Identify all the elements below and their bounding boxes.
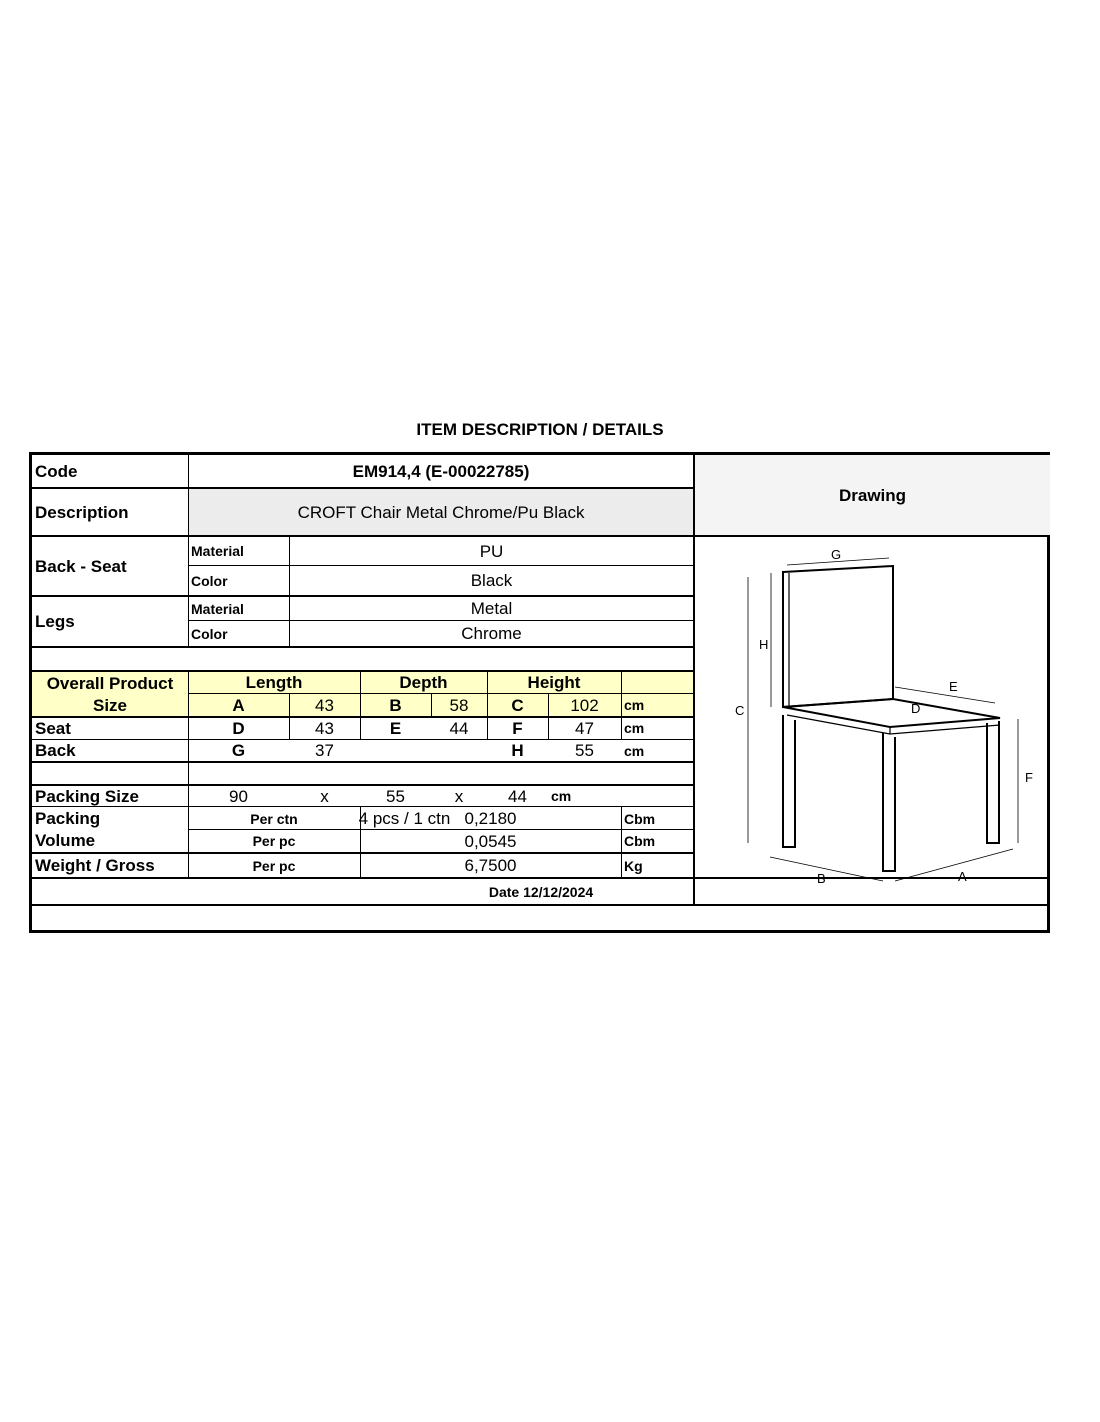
back-seat-material-label: Material — [191, 543, 244, 559]
overall-height-value: 102 — [570, 695, 599, 715]
back-height-value: 55 — [575, 741, 594, 760]
back-seat-material: PU — [479, 541, 504, 561]
packing-size-length: 90 — [229, 786, 248, 806]
volume-per-ctn-value: 0,2180 — [464, 809, 517, 828]
seat-length-value: 43 — [315, 718, 334, 738]
overall-depth-value: 58 — [449, 695, 469, 715]
overall-depth-letter: B — [389, 695, 402, 715]
back-height-letter: H — [511, 741, 524, 760]
packing-size-unit: cm — [551, 788, 572, 804]
description-value: CROFT Chair Metal Chrome/Pu Black — [297, 502, 585, 522]
weight-per-label: Per pc — [252, 857, 296, 874]
drawing-letter-d: D — [911, 701, 921, 716]
weight-label: Weight / Gross — [35, 856, 155, 875]
drawing-letter-f: F — [1025, 770, 1033, 785]
code-value: EM914,4 (E-00022785) — [352, 461, 530, 481]
legs-color-label: Color — [191, 625, 228, 642]
packing-size-label: Packing Size — [35, 786, 139, 806]
back-seat-label: Back - Seat — [35, 556, 127, 576]
seat-length-letter: D — [232, 718, 245, 738]
legs-material-label: Material — [191, 600, 244, 617]
chair-drawing — [695, 537, 1050, 886]
spec-sheet — [29, 452, 1050, 933]
code-label: Code — [35, 461, 78, 481]
back-label: Back — [35, 741, 76, 760]
drawing-letter-g: G — [831, 547, 842, 562]
packing-size-x2: x — [454, 786, 464, 806]
back-seat-color-label: Color — [191, 572, 228, 589]
drawing-letter-b: B — [817, 871, 826, 886]
volume-per-pc-label: Per pc — [252, 833, 296, 849]
height-header: Height — [527, 673, 581, 692]
overall-label-2: Size — [92, 695, 128, 715]
drawing-letter-a: A — [958, 869, 967, 884]
packing-size-width: 55 — [386, 786, 405, 806]
overall-length-value: 43 — [315, 695, 334, 715]
chair-backrest — [783, 566, 893, 707]
back-seat-color: Black — [470, 571, 513, 590]
dim-line-a — [895, 849, 1013, 881]
seat-depth-value: 44 — [449, 718, 469, 738]
dim-line-e — [895, 687, 995, 703]
overall-unit: cm — [624, 697, 645, 713]
legs-label: Legs — [35, 612, 75, 631]
legs-material: Metal — [470, 599, 513, 618]
depth-header: Depth — [399, 673, 448, 692]
seat-unit: cm — [624, 720, 645, 736]
chair-leg — [883, 733, 895, 871]
drawing-letter-c: C — [735, 703, 745, 718]
weight-value: 6,7500 — [464, 856, 517, 875]
volume-per-pc-unit: Cbm — [624, 833, 656, 849]
chair-seat — [783, 699, 1000, 727]
overall-height-letter: C — [511, 695, 524, 715]
overall-length-letter: A — [232, 695, 245, 715]
drawing-label: Drawing — [838, 485, 907, 505]
legs-color: Chrome — [461, 624, 522, 643]
volume-label: Volume — [35, 831, 96, 850]
seat-height-letter: F — [512, 718, 523, 738]
back-unit: cm — [624, 742, 645, 759]
packing-size-height: 44 — [508, 786, 527, 806]
drawing-letter-h: H — [759, 637, 769, 652]
chair-leg — [783, 715, 795, 847]
overall-label-1: Overall Product — [46, 673, 174, 693]
volume-per-pc-value: 0,0545 — [464, 831, 517, 851]
description-label: Description — [35, 502, 129, 522]
packing-size-x1: x — [320, 786, 329, 806]
drawing-letter-e: E — [949, 679, 958, 694]
back-length-value: 37 — [315, 741, 334, 760]
back-length-letter: G — [231, 741, 246, 760]
packing-value: 4 pcs / 1 ctn — [358, 808, 451, 828]
page-title: ITEM DESCRIPTION / DETAILS — [416, 420, 664, 439]
seat-height-value: 47 — [575, 718, 594, 738]
volume-per-ctn-label: Per ctn — [250, 810, 298, 827]
seat-label: Seat — [35, 718, 71, 738]
chair-leg — [987, 721, 999, 843]
volume-per-ctn-unit: Cbm — [624, 810, 656, 827]
packing-label: Packing — [35, 808, 101, 828]
length-header: Length — [245, 673, 303, 692]
seat-depth-letter: E — [389, 718, 402, 738]
date: Date 12/12/2024 — [488, 883, 594, 900]
weight-unit: Kg — [624, 857, 643, 874]
